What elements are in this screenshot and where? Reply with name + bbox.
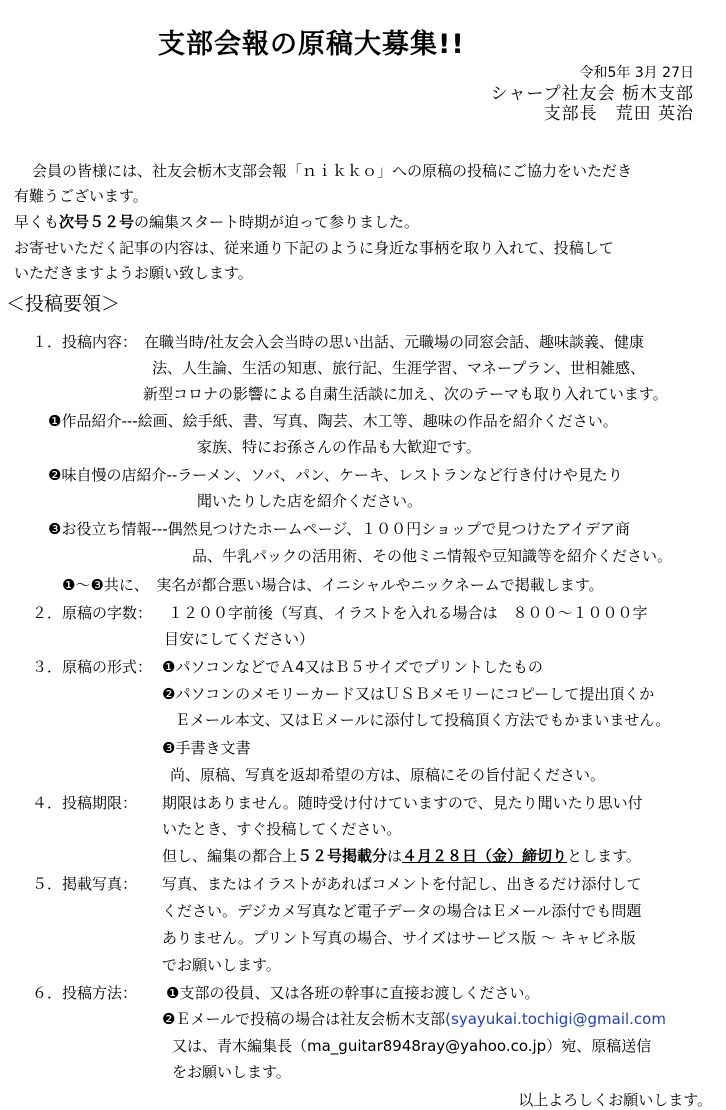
item-6-line-3: 又は、青木編集長（ma_guitar8948ray@yahoo.co.jp）宛、原稿送信	[172, 1037, 652, 1055]
item-3-line-1: ❶パソコンなどでＡ4又はＢ５サイズでプリントしたもの	[162, 658, 543, 676]
item-5-line-3: ありません。プリント写真の場合、サイズはサービス版 ～ キャビネ版	[162, 929, 636, 947]
closing-text: 以上よろしくお願いします。	[518, 1091, 712, 1109]
item-1-sub-2a: ❷味自慢の店紹介--ラーメン、ソバ、パン、ケーキ、レストランなど行き付けや見たり	[48, 466, 623, 484]
section-title: ＜投稿要領＞	[6, 293, 121, 315]
item-1-sub-2b: 聞いたりした店を紹介ください。	[197, 492, 423, 510]
item-3-line-5: 尚、原稿、写真を返却希望の方は、原稿にその旨付記ください。	[170, 766, 606, 784]
intro-line-1: 会員の皆様には、社友会栃木支部会報「ｎｉｋｋｏ」への原稿の投稿にご協力をいただき	[32, 162, 633, 180]
author-name: 支部長 荒田 英治	[543, 104, 694, 124]
intro-line-3: 早くも次号５２号の編集スタート時期が迫って参りました。	[14, 213, 420, 231]
date-text: 令和5年 3月 27日	[579, 65, 694, 81]
item-1-line-3: 新型コロナの影響による自粛生活談に加え、次のテーマも取り入れています。	[143, 385, 668, 403]
item-6-line-4: をお願いします。	[172, 1063, 291, 1081]
item-3-line-4: ❸手書き文書	[162, 739, 251, 757]
item-2-line-1: １２００字前後（写真、イラストを入れる場合は ８００～１０００字	[168, 604, 648, 622]
item-4-line-2: いたとき、すぐ投稿してください。	[162, 820, 402, 838]
item-2-label: ２．原稿の字数：	[32, 604, 153, 622]
item-6-line-1: ❶支部の役員、又は各班の幹事に直接お渡しください。	[166, 984, 540, 1002]
item-2-line-2: 目安にしてください）	[164, 630, 315, 648]
item-4-line-3: 但し、編集の都合上５２号掲載分は４月２８日（金）締切りとします。	[162, 847, 641, 865]
item-1-line-2: 法、人生論、生活の知恵、旅行記、生涯学習、マネープラン、世相雑感、	[152, 359, 646, 377]
item-3-line-3: Ｅメール本文、又はＥメールに添付して投稿頂く方法でもかまいません。	[175, 711, 671, 729]
intro-line-4: お寄せいただく記事の内容は、従来通り下記のように身近な事柄を取り入れて、投稿して	[14, 239, 614, 257]
item-4-line-1: 期限はありません。随時受け付けていますので、見たり聞いたり思い付	[162, 794, 643, 812]
deadline-highlight: ４月２８日（金）締切り	[402, 847, 568, 865]
item-3-label: ３．原稿の形式：	[32, 658, 153, 676]
issue-52-highlight: ５２号掲載分	[297, 847, 388, 865]
organization-name: シャープ社友会 栃木支部	[490, 84, 694, 104]
item-1-sub-1b: 家族、特にお孫さんの作品も大歓迎です。	[197, 438, 481, 456]
item-5-label: ５．掲載写真：	[32, 875, 138, 893]
item-5-line-4: でお願いします。	[162, 956, 281, 974]
item-5-line-2: ください。デジカメ写真など電子データの場合はＥメール添付でも問題	[162, 902, 642, 920]
item-1-line-1: 在職当時/社友会入会当時の思い出話、元職場の同窓会話、趣味談義、健康	[144, 333, 645, 351]
item-4-label: ４．投稿期限：	[32, 794, 138, 812]
intro-line-5: いただきますようお願い致します。	[14, 264, 253, 282]
item-1-label: １．投稿内容：	[32, 333, 138, 351]
item-1-sub-3a: ❸お役立ち情報---偶然見つけたホームページ、１００円ショップで見つけたアイデア商	[48, 520, 630, 538]
intro-line-2: 有難うございます。	[14, 187, 148, 205]
item-1-note: ❶～❸共に、 実名が都合悪い場合は、イニシャルやニックネームで掲載します。	[62, 576, 604, 594]
page-title: 支部会報の原稿大募集!!	[158, 29, 465, 60]
item-3-line-2: ❷パソコンのメモリーカード又はＵＳＢメモリーにコピーして提出頂くか	[162, 685, 655, 703]
item-5-line-1: 写真、またはイラストがあればコメントを付記し、出きるだけ添付して	[162, 875, 642, 893]
item-1-sub-3b: 品、牛乳パックの活用術、その他ミニ情報や豆知識等を紹介ください。	[192, 547, 673, 565]
branch-email-link[interactable]: (syayukai.tochigi@gmail.com	[445, 1010, 666, 1028]
item-1-sub-1a: ❶作品紹介---絵画、絵手紙、書、写真、陶芸、木工等、趣味の作品を紹介ください。	[48, 412, 618, 430]
item-6-label: ６．投稿方法：	[32, 984, 138, 1002]
next-issue-number: 次号５２号	[59, 213, 135, 231]
item-6-line-2: ❷Ｅメールで投稿の場合は社友会栃木支部(syayukai.tochigi@gmail.com	[162, 1010, 666, 1028]
